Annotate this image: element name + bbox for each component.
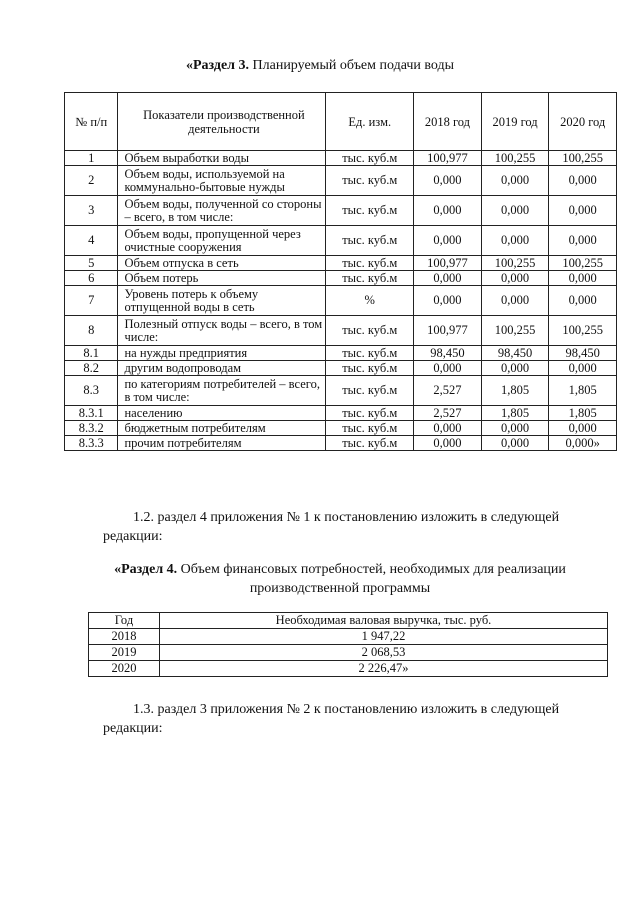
row-unit: тыс. куб.м: [326, 166, 414, 196]
row-unit: тыс. куб.м: [326, 256, 414, 271]
row-year: 2020: [89, 661, 160, 677]
row-value-2018: 100,977: [414, 256, 482, 271]
row-value-2018: 0,000: [414, 226, 482, 256]
row-indicator: на нужды предприятия: [118, 346, 326, 361]
row-value-2019: 1,805: [481, 376, 549, 406]
row-unit: тыс. куб.м: [326, 151, 414, 166]
row-value-2020: 1,805: [549, 406, 617, 421]
row-unit: тыс. куб.м: [326, 406, 414, 421]
row-unit: тыс. куб.м: [326, 226, 414, 256]
water-supply-table: [64, 92, 617, 451]
row-unit: тыс. куб.м: [326, 436, 414, 451]
col-header-2018: 2018 год: [414, 93, 482, 151]
row-value-2019: 100,255: [481, 316, 549, 346]
section3-prefix: «Раздел 3.: [185, 58, 250, 73]
table-row: [65, 151, 617, 166]
water-supply-table-body: [65, 151, 617, 451]
row-value-2019: 0,000: [481, 226, 549, 256]
row-value-2018: 0,000: [414, 436, 482, 451]
col-header-2020: 2020 год: [549, 93, 617, 151]
row-num: 8.2: [65, 361, 118, 376]
col-header-2019: 2019 год: [481, 93, 549, 151]
row-value-2020: 98,450: [549, 346, 617, 361]
row-value-2020: 0,000: [549, 361, 617, 376]
row-value-2020: 1,805: [549, 376, 617, 406]
row-value-2020: 100,255: [549, 151, 617, 166]
row-unit: тыс. куб.м: [326, 271, 414, 286]
row-value-2018: 0,000: [414, 361, 482, 376]
section3-heading: [0, 58, 640, 74]
row-num: 4: [65, 226, 118, 256]
row-year: 2019: [89, 645, 160, 661]
row-value-2018: 100,977: [414, 316, 482, 346]
row-indicator: другим водопроводам: [118, 361, 326, 376]
paragraph-1-2: 1.2. раздел 4 приложения № 1 к постановлению изложить в следующей редакции:: [103, 510, 560, 544]
row-value-2019: 0,000: [481, 421, 549, 436]
table-header-row: [65, 93, 617, 151]
row-unit: %: [326, 286, 414, 316]
row-indicator: Объем потерь: [118, 271, 326, 286]
table-row: [65, 421, 617, 436]
row-value-2018: 0,000: [414, 166, 482, 196]
row-value-2018: 98,450: [414, 346, 482, 361]
col-header-year: Год: [89, 613, 160, 629]
row-num: 8.3.1: [65, 406, 118, 421]
row-value-2018: 2,527: [414, 406, 482, 421]
row-num: 8.3.2: [65, 421, 118, 436]
row-year: 2018: [89, 629, 160, 645]
row-value-2020: 100,255: [549, 316, 617, 346]
row-value-2019: 0,000: [481, 271, 549, 286]
row-indicator: Уровень потерь к объему отпущенной воды в сеть: [118, 286, 326, 316]
row-unit: тыс. куб.м: [326, 421, 414, 436]
table-row: [89, 645, 608, 661]
row-revenue: 1 947,22: [160, 629, 608, 645]
table-header-row: [89, 613, 608, 629]
row-value-2018: 2,527: [414, 376, 482, 406]
row-indicator: по категориям потребителей – всего, в том числе:: [118, 376, 326, 406]
row-value-2020: 100,255: [549, 256, 617, 271]
row-value-2020: 0,000»: [549, 436, 617, 451]
row-value-2018: 0,000: [414, 196, 482, 226]
section4-prefix: «Раздел 4.: [114, 562, 178, 577]
row-num: 8.1: [65, 346, 118, 361]
row-value-2018: 0,000: [414, 286, 482, 316]
table-row: [89, 661, 608, 677]
row-value-2019: 100,255: [481, 151, 549, 166]
col-header-num: № п/п: [65, 93, 118, 151]
row-num: 5: [65, 256, 118, 271]
row-value-2018: 0,000: [414, 271, 482, 286]
table-row: [65, 196, 617, 226]
col-header-indicator: Показатели производственной деятельности: [118, 93, 326, 151]
section3-title: Планируемый объем подачи воды: [252, 58, 455, 73]
row-unit: тыс. куб.м: [326, 376, 414, 406]
row-value-2018: 0,000: [414, 421, 482, 436]
row-indicator: Объем отпуска в сеть: [118, 256, 326, 271]
row-value-2019: 0,000: [481, 361, 549, 376]
row-value-2019: 0,000: [481, 166, 549, 196]
row-num: 6: [65, 271, 118, 286]
row-num: 8: [65, 316, 118, 346]
row-value-2020: 0,000: [549, 166, 617, 196]
row-num: 1: [65, 151, 118, 166]
table-row: [89, 629, 608, 645]
row-unit: тыс. куб.м: [326, 361, 414, 376]
row-value-2018: 100,977: [414, 151, 482, 166]
revenue-table: [88, 612, 608, 677]
col-header-revenue: Необходимая валовая выручка, тыс. руб.: [160, 613, 608, 629]
row-indicator: Объем выработки воды: [118, 151, 326, 166]
col-header-unit: Ед. изм.: [326, 93, 414, 151]
row-num: 7: [65, 286, 118, 316]
table-row: [65, 376, 617, 406]
row-value-2019: 0,000: [481, 286, 549, 316]
table-row: [65, 361, 617, 376]
row-indicator: прочим потребителям: [118, 436, 326, 451]
row-value-2020: 0,000: [549, 271, 617, 286]
table-row: [65, 256, 617, 271]
row-indicator: Объем воды, полученной со стороны – всего, в том числе:: [118, 196, 326, 226]
row-value-2019: 0,000: [481, 436, 549, 451]
row-num: 8.3: [65, 376, 118, 406]
row-unit: тыс. куб.м: [326, 316, 414, 346]
section4-title: Объем финансовых потребностей, необходимых для реализации производственной программы: [180, 562, 566, 596]
table-row: [65, 436, 617, 451]
revenue-table-body: [89, 629, 608, 677]
row-unit: тыс. куб.м: [326, 346, 414, 361]
row-revenue: 2 068,53: [160, 645, 608, 661]
row-value-2019: 0,000: [481, 196, 549, 226]
table-row: [65, 286, 617, 316]
row-num: 2: [65, 166, 118, 196]
row-value-2020: 0,000: [549, 196, 617, 226]
row-value-2020: 0,000: [549, 226, 617, 256]
table-row: [65, 166, 617, 196]
row-indicator: Объем воды, пропущенной через очистные сооружения: [118, 226, 326, 256]
row-indicator: населению: [118, 406, 326, 421]
row-unit: тыс. куб.м: [326, 196, 414, 226]
table-row: [65, 226, 617, 256]
paragraph-1-3: 1.3. раздел 3 приложения № 2 к постановлению изложить в следующей редакции:: [103, 702, 560, 736]
row-indicator: Объем воды, используемой на коммунально-бытовые нужды: [118, 166, 326, 196]
row-revenue: 2 226,47»: [160, 661, 608, 677]
row-value-2019: 98,450: [481, 346, 549, 361]
row-value-2019: 100,255: [481, 256, 549, 271]
row-indicator: Полезный отпуск воды – всего, в том числе:: [118, 316, 326, 346]
table-row: [65, 346, 617, 361]
row-num: 3: [65, 196, 118, 226]
table-row: [65, 271, 617, 286]
table-row: [65, 406, 617, 421]
row-indicator: бюджетным потребителям: [118, 421, 326, 436]
row-value-2019: 1,805: [481, 406, 549, 421]
section4-heading: [90, 560, 590, 598]
row-num: 8.3.3: [65, 436, 118, 451]
row-value-2020: 0,000: [549, 286, 617, 316]
row-value-2020: 0,000: [549, 421, 617, 436]
table-row: [65, 316, 617, 346]
